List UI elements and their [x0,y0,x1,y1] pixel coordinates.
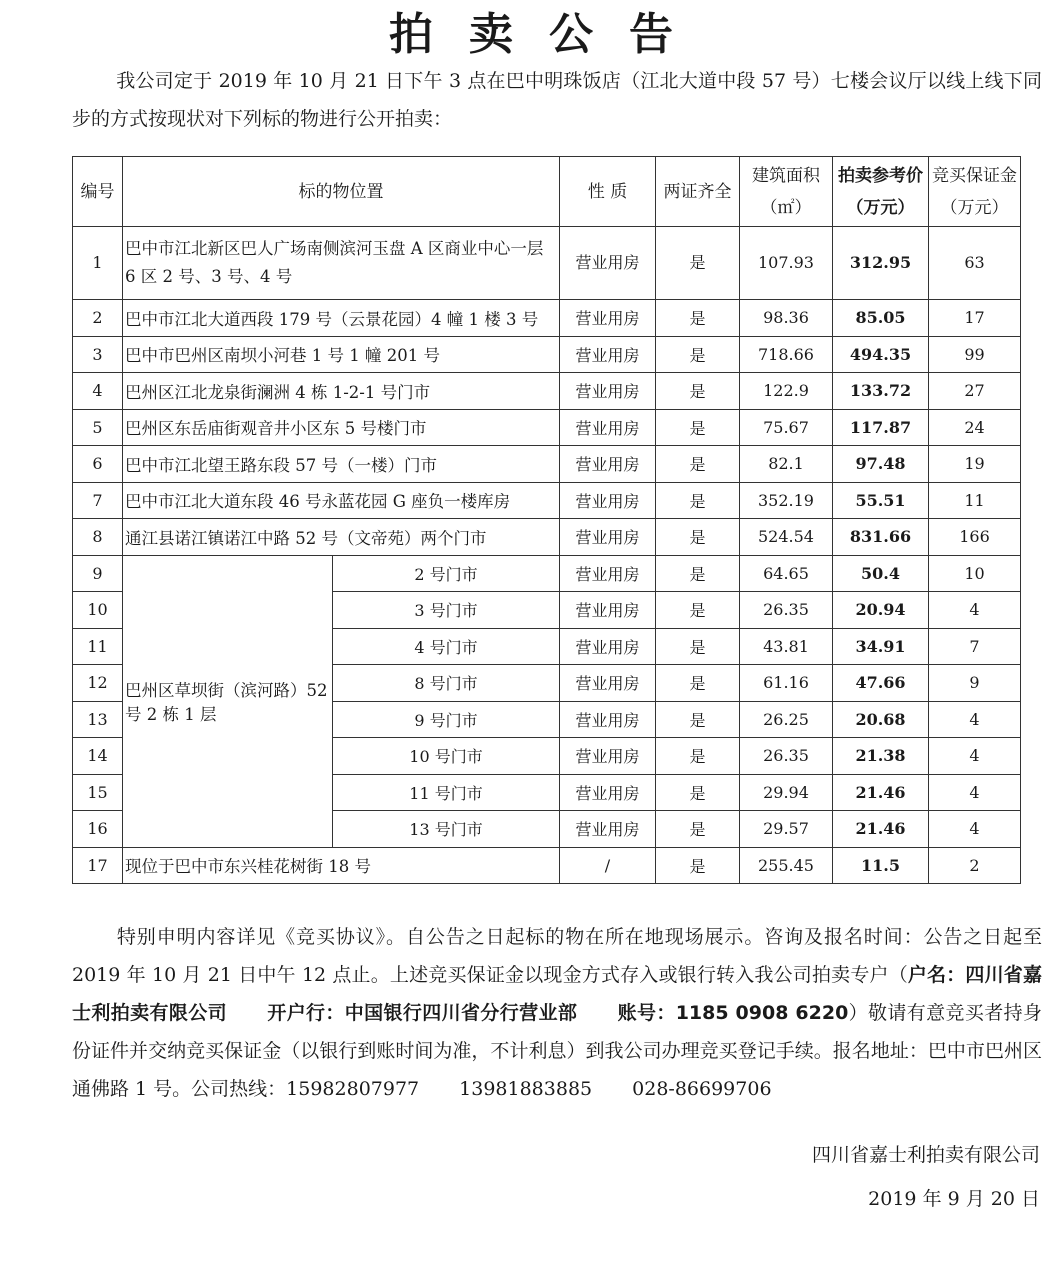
price-cell: 21.46 [833,774,929,811]
intro-paragraph [72,62,1042,138]
location-cell: 巴中市江北大道西段 179 号（云景花园）4 幢 1 楼 3 号 [123,300,560,337]
area-cell: 64.65 [740,555,833,592]
price-cell: 117.87 [833,409,929,446]
certs-cell: 是 [656,446,740,483]
location-cell: 巴中市巴州区南坝小河巷 1 号 1 幢 201 号 [123,336,560,373]
price-cell: 97.48 [833,446,929,483]
price-cell: 55.51 [833,482,929,519]
price-cell: 20.94 [833,592,929,629]
table-row [73,519,1021,556]
area-cell: 82.1 [740,446,833,483]
header-area: 建筑面积（㎡） [740,157,833,227]
area-cell: 29.94 [740,774,833,811]
certs-cell: 是 [656,811,740,848]
price-cell: 20.68 [833,701,929,738]
row-number: 5 [73,409,123,446]
phone-1: 15982807977 [286,1078,420,1100]
nature-cell: 营业用房 [560,446,656,483]
nature-cell: 营业用房 [560,227,656,300]
area-cell: 26.35 [740,592,833,629]
notice-part2: ）敬请有意竞买者持身份证件并交纳竞买保证金（以银行到账时间为准，不计利息）到我公司办理竞买登记手续。报名地址：巴中市巴州区通佛路 1 号。公司热线： [72,1002,1042,1100]
certs-cell: 是 [656,628,740,665]
area-cell: 524.54 [740,519,833,556]
price-cell: 831.66 [833,519,929,556]
row-number: 14 [73,738,123,775]
deposit-cell: 166 [929,519,1021,556]
nature-cell: 营业用房 [560,592,656,629]
deposit-cell: 27 [929,373,1021,410]
certs-cell: 是 [656,227,740,300]
deposit-cell: 19 [929,446,1021,483]
intro-text: 我公司定于 2019 年 10 月 21 日下午 3 点在巴中明珠饭店（江北大道中段 57 号）七楼会议厅以线上线下同步的方式按现状对下列标的物进行公开拍卖： [72,70,1042,130]
row-number: 16 [73,811,123,848]
location-cell: 巴州区东岳庙街观音井小区东 5 号楼门市 [123,409,560,446]
row-number: 2 [73,300,123,337]
header-price: 拍卖参考价（万元） [833,157,929,227]
price-cell: 133.72 [833,373,929,410]
row-number: 4 [73,373,123,410]
header-deposit: 竞买保证金（万元） [929,157,1021,227]
phone-2: 13981883885 [459,1078,593,1100]
deposit-cell: 99 [929,336,1021,373]
certs-cell: 是 [656,300,740,337]
row-number: 12 [73,665,123,702]
nature-cell: 营业用房 [560,555,656,592]
location-cell: 现位于巴中市东兴桂花树街 18 号 [123,847,560,884]
deposit-cell: 2 [929,847,1021,884]
date: 2019 年 9 月 20 日 [868,1188,1040,1210]
area-cell: 98.36 [740,300,833,337]
table-row [73,300,1021,337]
nature-cell: 营业用房 [560,628,656,665]
unit-location: 13 号门市 [333,811,560,848]
price-cell: 47.66 [833,665,929,702]
area-cell: 43.81 [740,628,833,665]
phone-3: 028-86699706 [632,1078,772,1100]
row-number: 11 [73,628,123,665]
unit-location: 4 号门市 [333,628,560,665]
notice-part1: 特别申明内容详见《竞买协议》。自公告之日起标的物在所在地现场展示。咨询及报名时间：公告之日起至 2019 年 10 月 21 日中午 12 点止。上述竞买保证金以现金方式存入或银行转入我公司拍卖专户（ [72,926,1042,986]
row-number: 13 [73,701,123,738]
deposit-cell: 4 [929,592,1021,629]
area-cell: 29.57 [740,811,833,848]
unit-location: 2 号门市 [333,555,560,592]
table-row [73,409,1021,446]
price-cell: 21.46 [833,811,929,848]
deposit-cell: 4 [929,701,1021,738]
row-number: 3 [73,336,123,373]
header-location: 标的物位置 [123,157,560,227]
table-row [73,446,1021,483]
deposit-cell: 17 [929,300,1021,337]
account-number: 账号：1185 0908 6220 [617,1002,849,1024]
area-cell: 107.93 [740,227,833,300]
table-row [73,373,1021,410]
certs-cell: 是 [656,519,740,556]
signer: 四川省嘉士利拍卖有限公司 [811,1144,1040,1166]
deposit-cell: 4 [929,774,1021,811]
area-cell: 255.45 [740,847,833,884]
deposit-cell: 63 [929,227,1021,300]
deposit-cell: 11 [929,482,1021,519]
certs-cell: 是 [656,701,740,738]
deposit-cell: 4 [929,811,1021,848]
table-row [73,555,1021,592]
unit-location: 3 号门市 [333,592,560,629]
row-number: 17 [73,847,123,884]
deposit-cell: 24 [929,409,1021,446]
area-cell: 122.9 [740,373,833,410]
nature-cell: 营业用房 [560,482,656,519]
certs-cell: 是 [656,336,740,373]
price-cell: 312.95 [833,227,929,300]
row-number: 9 [73,555,123,592]
nature-cell: 营业用房 [560,738,656,775]
certs-cell: 是 [656,373,740,410]
nature-cell: 营业用房 [560,519,656,556]
header-nature: 性 质 [560,157,656,227]
nature-cell: 营业用房 [560,300,656,337]
price-cell: 21.38 [833,738,929,775]
notice-paragraph [72,918,1042,1108]
table-header-row [73,157,1021,227]
area-cell: 718.66 [740,336,833,373]
price-cell: 494.35 [833,336,929,373]
unit-location: 8 号门市 [333,665,560,702]
location-cell: 巴中市江北望王路东段 57 号（一楼）门市 [123,446,560,483]
row-number: 8 [73,519,123,556]
row-number: 6 [73,446,123,483]
area-cell: 352.19 [740,482,833,519]
certs-cell: 是 [656,409,740,446]
table-row [73,847,1021,884]
area-cell: 26.25 [740,701,833,738]
location-cell: 通江县诺江镇诺江中路 52 号（文帝苑）两个门市 [123,519,560,556]
nature-cell: 营业用房 [560,811,656,848]
deposit-cell: 9 [929,665,1021,702]
row-number: 7 [73,482,123,519]
unit-location: 9 号门市 [333,701,560,738]
area-cell: 75.67 [740,409,833,446]
row-number: 10 [73,592,123,629]
area-cell: 26.35 [740,738,833,775]
price-cell: 34.91 [833,628,929,665]
certs-cell: 是 [656,847,740,884]
certs-cell: 是 [656,774,740,811]
certs-cell: 是 [656,738,740,775]
location-cell: 巴中市江北新区巴人广场南侧滨河玉盘 A 区商业中心一层 6 区 2 号、3 号、4 号 [123,227,560,300]
location-cell: 巴中市江北大道东段 46 号永蓝花园 G 座负一楼库房 [123,482,560,519]
header-certs: 两证齐全 [656,157,740,227]
page-title: 拍卖公告 [389,9,709,60]
nature-cell: 营业用房 [560,336,656,373]
certs-cell: 是 [656,482,740,519]
unit-location: 11 号门市 [333,774,560,811]
price-cell: 85.05 [833,300,929,337]
price-cell: 50.4 [833,555,929,592]
certs-cell: 是 [656,555,740,592]
nature-cell: / [560,847,656,884]
table-row [73,482,1021,519]
nature-cell: 营业用房 [560,774,656,811]
auction-table [72,156,1021,884]
table-row [73,336,1021,373]
header-no: 编号 [73,157,123,227]
certs-cell: 是 [656,665,740,702]
deposit-cell: 4 [929,738,1021,775]
price-cell: 11.5 [833,847,929,884]
nature-cell: 营业用房 [560,665,656,702]
table-row [73,227,1021,300]
location-cell: 巴州区江北龙泉街澜洲 4 栋 1-2-1 号门市 [123,373,560,410]
bank-name: 开户行：中国银行四川省分行营业部 [266,1002,578,1024]
unit-location: 10 号门市 [333,738,560,775]
nature-cell: 营业用房 [560,701,656,738]
row-number: 1 [73,227,123,300]
area-cell: 61.16 [740,665,833,702]
row-number: 15 [73,774,123,811]
account-name: 户名：四川省嘉士利拍卖有限公司 [72,964,1042,1024]
deposit-cell: 7 [929,628,1021,665]
group-location: 巴州区草坝街（滨河路）52 号 2 栋 1 层 [123,555,333,847]
nature-cell: 营业用房 [560,409,656,446]
nature-cell: 营业用房 [560,373,656,410]
deposit-cell: 10 [929,555,1021,592]
certs-cell: 是 [656,592,740,629]
